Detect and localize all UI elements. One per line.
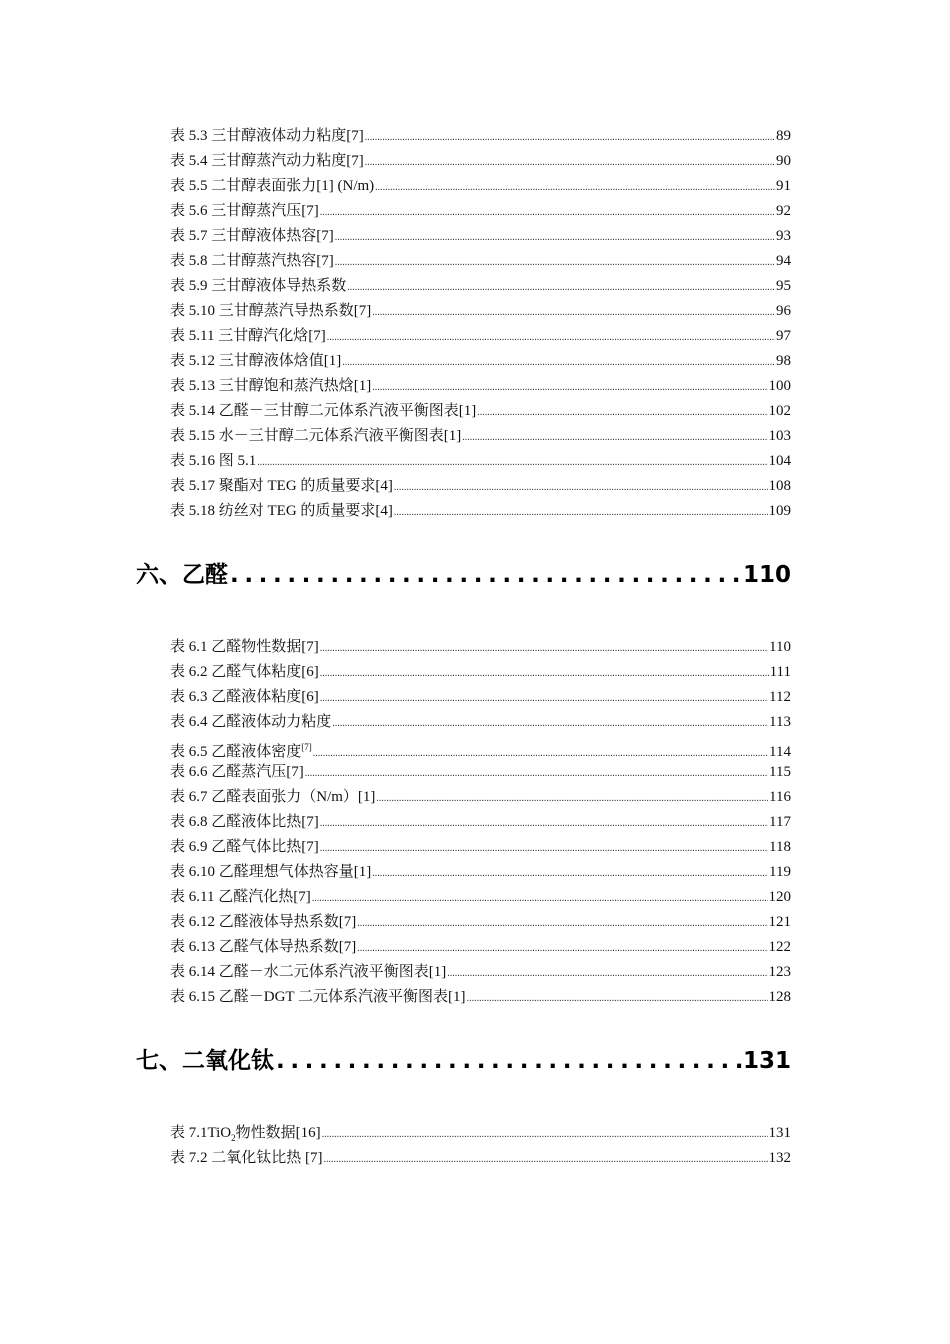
toc-entry-page-number: 116 bbox=[769, 789, 791, 805]
toc-entry-page-number: 92 bbox=[776, 203, 791, 219]
toc-entry-page-number: 93 bbox=[776, 228, 791, 244]
toc-entry-page-number: 131 bbox=[768, 1125, 791, 1141]
dot-leader bbox=[357, 936, 767, 961]
toc-entry-page-number: 109 bbox=[768, 503, 791, 519]
dot-leader bbox=[335, 250, 775, 275]
toc-entry[interactable] bbox=[170, 710, 791, 735]
toc-entry[interactable] bbox=[170, 174, 791, 199]
dot-leader bbox=[365, 125, 775, 150]
toc-entry-page-number: 119 bbox=[769, 864, 791, 880]
dot-leader bbox=[320, 636, 768, 661]
toc-entry-label: 表 5.8 二甘醇蒸汽热容[7] bbox=[170, 253, 334, 269]
section-heading-6[interactable] bbox=[136, 556, 791, 592]
toc-entry-label: 表 5.12 三甘醇液体焓值[1] bbox=[170, 353, 342, 369]
section-heading-7[interactable] bbox=[136, 1042, 791, 1078]
dot-leader bbox=[327, 325, 775, 350]
toc-entry[interactable] bbox=[170, 760, 791, 785]
toc-entry-label: 表 5.16 图 5.1 bbox=[170, 453, 257, 469]
toc-entry-label: 表 5.9 三甘醇液体导热系数 bbox=[170, 278, 347, 294]
dot-leader bbox=[477, 400, 767, 425]
toc-entry-label: 表 6.5 乙醛液体密度[7] bbox=[170, 742, 312, 760]
dot-leader bbox=[447, 961, 767, 986]
toc-entry[interactable] bbox=[170, 635, 791, 660]
toc-entry-page-number: 113 bbox=[769, 714, 791, 730]
dot-leader bbox=[320, 686, 768, 711]
toc-entry-label: 表 6.8 乙醛液体比热[7] bbox=[170, 814, 319, 830]
dot-leader bbox=[357, 911, 767, 936]
toc-entry-label: 表 5.7 三甘醇液体热容[7] bbox=[170, 228, 334, 244]
toc-entry-label: 表 6.1 乙醛物性数据[7] bbox=[170, 639, 319, 655]
dot-leader bbox=[230, 562, 743, 588]
toc-entry-label: 表 5.15 水－三甘醇二元体系汽液平衡图表[1] bbox=[170, 428, 462, 444]
toc-entry-page-number: 102 bbox=[768, 403, 791, 419]
toc-entry-label: 表 6.4 乙醛液体动力粘度 bbox=[170, 714, 332, 730]
toc-entry-page-number: 97 bbox=[776, 328, 791, 344]
toc-entry[interactable] bbox=[170, 785, 791, 810]
toc-entry[interactable] bbox=[170, 199, 791, 224]
toc-entry[interactable] bbox=[170, 660, 791, 685]
dot-leader bbox=[312, 886, 768, 911]
toc-entry[interactable] bbox=[170, 1121, 791, 1146]
toc-entry[interactable] bbox=[170, 124, 791, 149]
toc-entry-page-number: 98 bbox=[776, 353, 791, 369]
toc-entry-page-number: 118 bbox=[769, 839, 791, 855]
dot-leader bbox=[372, 861, 768, 886]
section-title: 六、乙醛 bbox=[136, 562, 228, 588]
toc-entry[interactable] bbox=[170, 935, 791, 960]
toc-entry-label: 表 6.7 乙醛表面张力（N/m）[1] bbox=[170, 789, 376, 805]
toc-entry[interactable] bbox=[170, 1146, 791, 1171]
section-title: 七、二氧化钛 bbox=[136, 1048, 274, 1074]
section-page-number: 110 bbox=[742, 562, 791, 588]
toc-entry-page-number: 108 bbox=[768, 478, 791, 494]
toc-entry[interactable] bbox=[170, 274, 791, 299]
toc-entry[interactable] bbox=[170, 399, 791, 424]
toc-entry-label: 表 5.4 三甘醇蒸汽动力粘度[7] bbox=[170, 153, 364, 169]
toc-entry-label: 表 5.6 三甘醇蒸汽压[7] bbox=[170, 203, 319, 219]
dot-leader bbox=[372, 300, 775, 325]
toc-entry[interactable] bbox=[170, 835, 791, 860]
toc-group-section-7 bbox=[170, 1121, 791, 1171]
dot-leader bbox=[324, 1147, 768, 1172]
dot-leader bbox=[394, 475, 768, 500]
section-page-number: 131 bbox=[742, 1048, 791, 1074]
toc-entry-page-number: 132 bbox=[768, 1150, 791, 1166]
toc-entry-label: 表 5.13 三甘醇饱和蒸汽热焓[1] bbox=[170, 378, 372, 394]
toc-entry-page-number: 111 bbox=[769, 664, 791, 680]
toc-entry-page-number: 128 bbox=[768, 989, 791, 1005]
toc-entry-page-number: 95 bbox=[776, 278, 791, 294]
toc-entry-page-number: 122 bbox=[768, 939, 791, 955]
toc-entry[interactable] bbox=[170, 224, 791, 249]
toc-entry[interactable] bbox=[170, 324, 791, 349]
toc-entry-page-number: 112 bbox=[769, 689, 791, 705]
dot-leader bbox=[365, 150, 775, 175]
toc-entry[interactable] bbox=[170, 910, 791, 935]
toc-entry-label: 表 6.6 乙醛蒸汽压[7] bbox=[170, 764, 304, 780]
dot-leader bbox=[372, 375, 767, 400]
toc-entry-label: 表 6.3 乙醛液体粘度[6] bbox=[170, 689, 319, 705]
toc-entry-label: 表 5.3 三甘醇液体动力粘度[7] bbox=[170, 128, 364, 144]
toc-entry[interactable] bbox=[170, 374, 791, 399]
toc-entry-label: 表 6.10 乙醛理想气体热容量[1] bbox=[170, 864, 372, 880]
toc-entry-label: 表 7.1TiO$_2$物性数据[16] bbox=[170, 1125, 321, 1143]
toc-entry[interactable] bbox=[170, 424, 791, 449]
toc-entry-page-number: 90 bbox=[776, 153, 791, 169]
toc-entry-page-number: 100 bbox=[768, 378, 791, 394]
toc-entry[interactable] bbox=[170, 299, 791, 324]
toc-entry-page-number: 103 bbox=[768, 428, 791, 444]
dot-leader bbox=[320, 836, 768, 861]
toc-entry-page-number: 104 bbox=[768, 453, 791, 469]
dot-leader bbox=[276, 1048, 743, 1074]
toc-entry[interactable] bbox=[170, 249, 791, 274]
toc-entry[interactable] bbox=[170, 810, 791, 835]
toc-entry-label: 表 6.12 乙醛液体导热系数[7] bbox=[170, 914, 357, 930]
toc-entry-label: 表 5.5 二甘醇表面张力[1] (N/m) bbox=[170, 178, 375, 194]
toc-entry-page-number: 120 bbox=[768, 889, 791, 905]
toc-entry-label: 表 7.2 二氧化钛比热 [7] bbox=[170, 1150, 323, 1166]
toc-entry[interactable] bbox=[170, 474, 791, 499]
toc-entry-page-number: 91 bbox=[776, 178, 791, 194]
toc-entry-label: 表 6.9 乙醛气体比热[7] bbox=[170, 839, 319, 855]
dot-leader bbox=[376, 786, 768, 811]
toc-entry-label: 表 5.11 三甘醇汽化焓[7] bbox=[170, 328, 326, 344]
toc-entry[interactable] bbox=[170, 985, 791, 1010]
dot-leader bbox=[462, 425, 767, 450]
toc-entry-page-number: 115 bbox=[769, 764, 791, 780]
toc-entry-label: 表 5.10 三甘醇蒸汽导热系数[7] bbox=[170, 303, 372, 319]
toc-entry[interactable] bbox=[170, 349, 791, 374]
toc-entry[interactable] bbox=[170, 885, 791, 910]
toc-entry-page-number: 114 bbox=[769, 744, 791, 760]
dot-leader bbox=[305, 761, 768, 786]
toc-entry-page-number: 117 bbox=[769, 814, 791, 830]
toc-entry-page-number: 121 bbox=[768, 914, 791, 930]
toc-entry-label: 表 5.18 纺丝对 TEG 的质量要求[4] bbox=[170, 503, 393, 519]
toc-entry[interactable] bbox=[170, 449, 791, 474]
toc-entry-label: 表 6.11 乙醛汽化热[7] bbox=[170, 889, 311, 905]
dot-leader bbox=[335, 225, 775, 250]
dot-leader bbox=[467, 986, 768, 1011]
toc-group-section-6 bbox=[170, 635, 791, 1010]
toc-entry-label: 表 6.14 乙醛－水二元体系汽液平衡图表[1] bbox=[170, 964, 447, 980]
dot-leader bbox=[394, 500, 768, 525]
toc-entry-label: 表 5.17 聚酯对 TEG 的质量要求[4] bbox=[170, 478, 393, 494]
toc-entry-label: 表 5.14 乙醛－三甘醇二元体系汽液平衡图表[1] bbox=[170, 403, 477, 419]
dot-leader bbox=[342, 350, 775, 375]
dot-leader bbox=[375, 175, 775, 200]
toc-entry-label: 表 6.13 乙醛气体导热系数[7] bbox=[170, 939, 357, 955]
dot-leader bbox=[320, 200, 775, 225]
dot-leader bbox=[257, 450, 767, 475]
toc-entry-page-number: 94 bbox=[776, 253, 791, 269]
toc-entry-label: 表 6.15 乙醛－DGT 二元体系汽液平衡图表[1] bbox=[170, 989, 466, 1005]
toc-entry[interactable] bbox=[170, 149, 791, 174]
toc-entry-page-number: 96 bbox=[776, 303, 791, 319]
toc-entry-page-number: 110 bbox=[769, 639, 791, 655]
toc-entry[interactable] bbox=[170, 735, 791, 760]
toc-entry[interactable] bbox=[170, 499, 791, 524]
toc-entry-page-number: 123 bbox=[768, 964, 791, 980]
toc-group-section-5 bbox=[170, 124, 791, 524]
dot-leader bbox=[320, 811, 768, 836]
toc-entry-page-number: 89 bbox=[776, 128, 791, 144]
dot-leader bbox=[332, 711, 768, 736]
toc-entry[interactable] bbox=[170, 685, 791, 710]
dot-leader bbox=[347, 275, 775, 300]
toc-entry[interactable] bbox=[170, 960, 791, 985]
dot-leader bbox=[322, 1122, 768, 1147]
toc-entry-label: 表 6.2 乙醛气体粘度[6] bbox=[170, 664, 319, 680]
toc-entry[interactable] bbox=[170, 860, 791, 885]
dot-leader bbox=[320, 661, 769, 686]
